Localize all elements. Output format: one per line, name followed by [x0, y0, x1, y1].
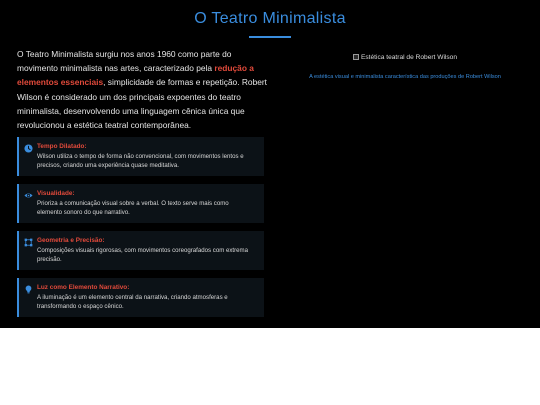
intro-highlight: redução a elementos essenciais — [17, 63, 254, 88]
characteristics-list — [17, 137, 264, 325]
figure-caption: A estética visual e minimalista característica das produções de Robert Wilson — [309, 74, 501, 80]
eye-icon — [24, 191, 33, 200]
broken-image-icon — [353, 54, 359, 60]
card-description: Composições visuais rigorosas, com movimentos coreografados com extrema precisão. — [37, 247, 248, 264]
card-luz — [17, 278, 264, 317]
card-visualidade — [17, 184, 264, 223]
intro-paragraph — [17, 47, 267, 132]
image-alt-text: Estética teatral de Robert Wilson — [360, 53, 458, 61]
broken-image — [353, 54, 457, 61]
card-title: Tempo Dilatado: — [37, 143, 87, 150]
card-geometria — [17, 231, 264, 270]
card-description: A iluminação é um elemento central da narrativa, criando atmosferas e transformando o espaço cênico. — [37, 294, 228, 311]
intro-text-before: O Teatro Minimalista surgiu nos anos 1960 como parte do movimento minimalista nas artes, caracterizado pela — [17, 49, 232, 74]
lightbulb-icon — [24, 285, 33, 294]
title-underline — [249, 36, 291, 38]
card-tempo-dilatado — [17, 137, 264, 176]
card-description: Wilson utiliza o tempo de forma não convencional, com movimentos lentos e precisos, criando uma experiência quase meditativa. — [37, 153, 244, 170]
card-description: Prioriza a comunicação visual sobre a verbal. O texto serve mais como elemento sonoro do que narrativo. — [37, 200, 229, 217]
card-title: Luz como Elemento Narrativo: — [37, 284, 130, 291]
page-title: O Teatro Minimalista — [194, 10, 346, 27]
clock-icon — [24, 144, 33, 153]
robert-wilson-figure — [290, 47, 520, 80]
card-title: Visualidade: — [37, 190, 75, 197]
vector-square-icon — [24, 238, 33, 247]
intro-text-after: , simplicidade de formas e repetição. Robert Wilson é considerado um dos principais expoentes do teatro minimalista, desenvolvendo uma linguagem cênica única que revolucionou a estética teatral contemporânea. — [17, 77, 267, 131]
card-title: Geometria e Precisão: — [37, 237, 105, 244]
